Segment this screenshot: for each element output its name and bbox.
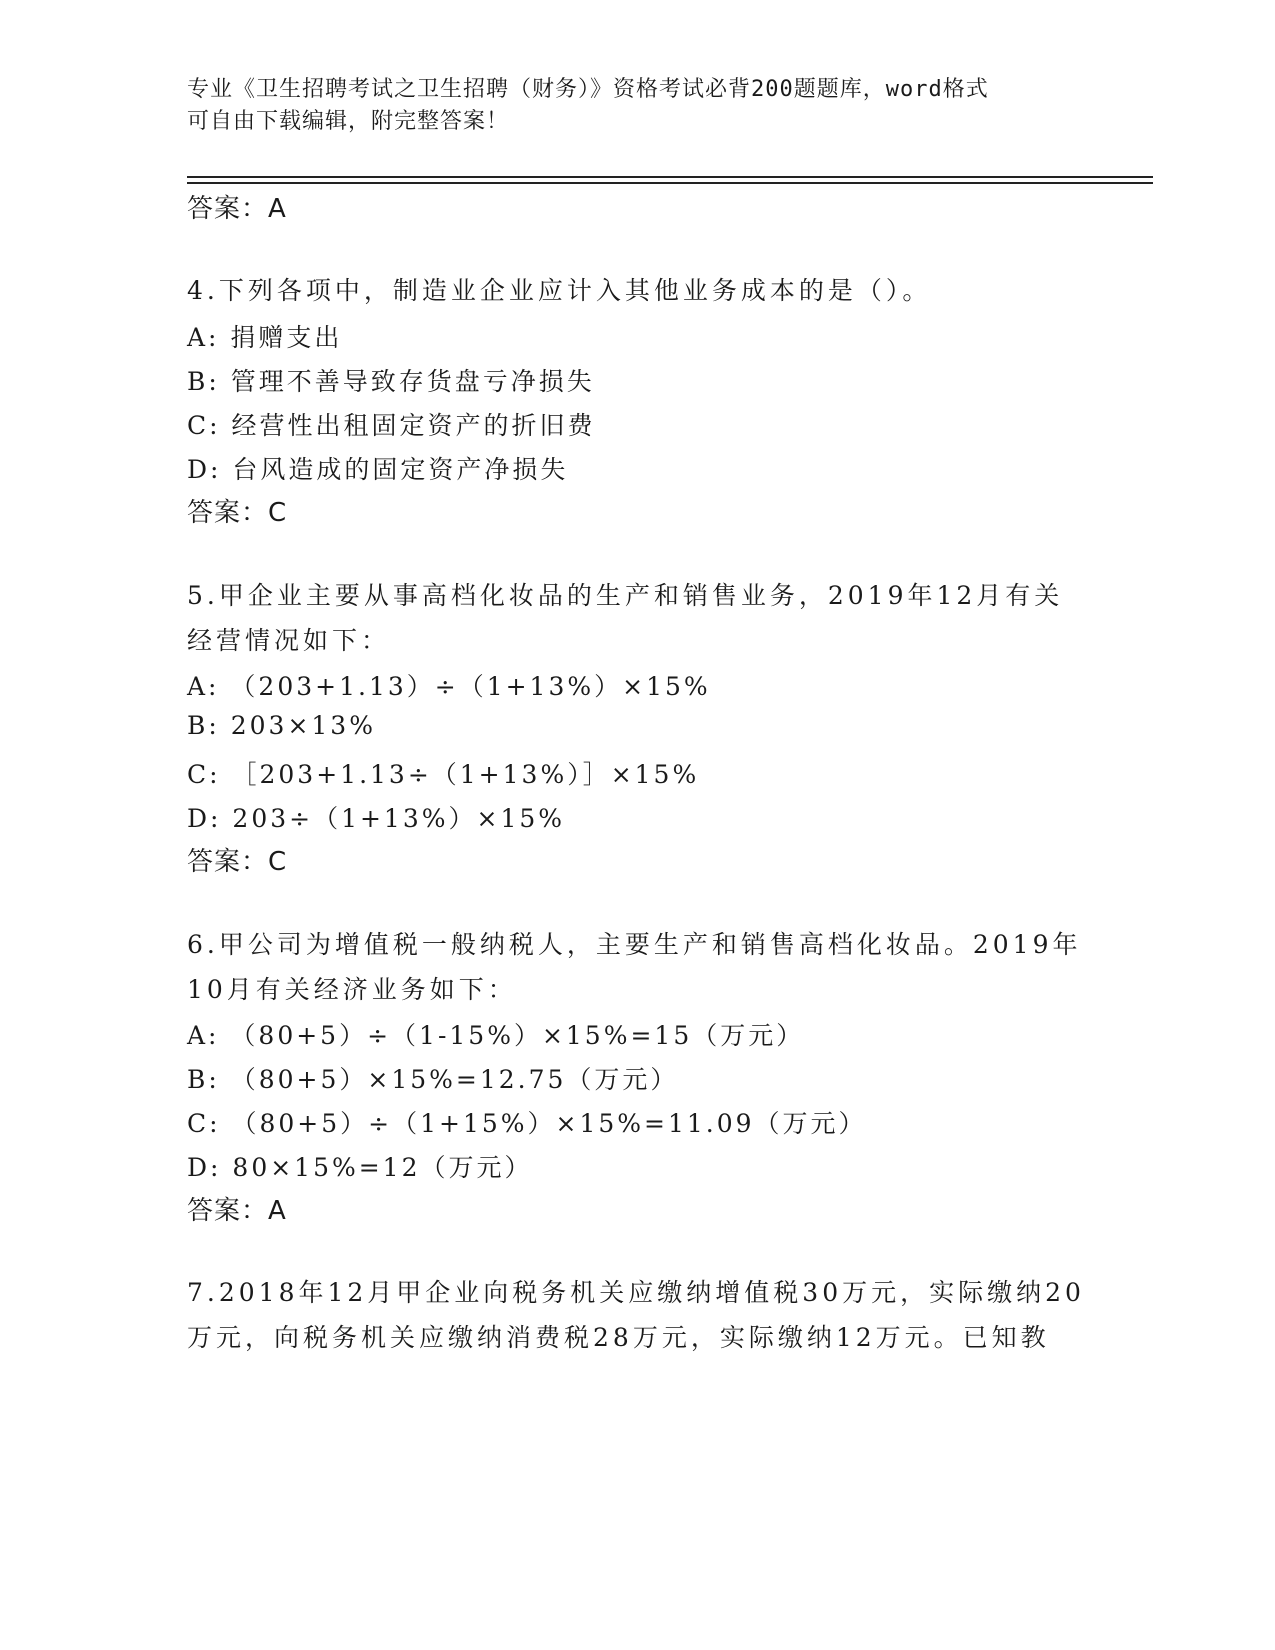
question-5-option-a: A: （203+1.13）÷（1+13%）×15% xyxy=(187,672,711,701)
question-5-stem: 5.甲企业主要从事高档化妆品的生产和销售业务，2019年12月有关经营情况如下： xyxy=(187,581,1064,655)
document-header xyxy=(187,74,1067,138)
answer-previous: 答案：A xyxy=(187,194,287,224)
question-6-option-d: D: 80×15%=12（万元） xyxy=(187,1153,533,1182)
question-4-answer: 答案：C xyxy=(187,498,288,528)
question-4-option-a: A: 捐赠支出 xyxy=(187,323,343,352)
question-4-option-c: C: 经营性出租固定资产的折旧费 xyxy=(187,411,596,440)
header-divider-top xyxy=(187,176,1153,178)
header-line-1: 专业《卫生招聘考试之卫生招聘（财务）》资格考试必背200题题库，word格式 xyxy=(187,77,989,102)
question-5-option-c: C: ［203+1.13÷（1+13%）］×15% xyxy=(187,760,700,789)
question-5-option-b: B: 203×13% xyxy=(187,711,376,740)
question-4-option-d: D: 台风造成的固定资产净损失 xyxy=(187,455,569,484)
question-4-stem: 4.下列各项中，制造业企业应计入其他业务成本的是（）。 xyxy=(187,276,932,305)
question-7-stem: 7.2018年12月甲企业向税务机关应缴纳增值税30万元，实际缴纳20万元，向税务机关应缴纳消费税28万元，实际缴纳12万元。已知教 xyxy=(187,1278,1085,1352)
header-divider-bottom xyxy=(187,182,1153,184)
header-line-2: 可自由下载编辑，附完整答案！ xyxy=(187,109,510,134)
question-5-option-d: D: 203÷（1+13%）×15% xyxy=(187,804,566,833)
question-4-option-b: B: 管理不善导致存货盘亏净损失 xyxy=(187,367,595,396)
question-6-answer: 答案：A xyxy=(187,1196,287,1226)
question-6-option-c: C: （80+5）÷（1+15%）×15%=11.09（万元） xyxy=(187,1109,867,1138)
question-6-option-a: A: （80+5）÷（1-15%）×15%=15（万元） xyxy=(187,1021,805,1050)
question-6-stem: 6.甲公司为增值税一般纳税人，主要生产和销售高档化妆品。2019年10月有关经济业务如下： xyxy=(187,930,1082,1004)
question-5-answer: 答案：C xyxy=(187,847,288,877)
question-6-option-b: B: （80+5）×15%=12.75（万元） xyxy=(187,1065,679,1094)
